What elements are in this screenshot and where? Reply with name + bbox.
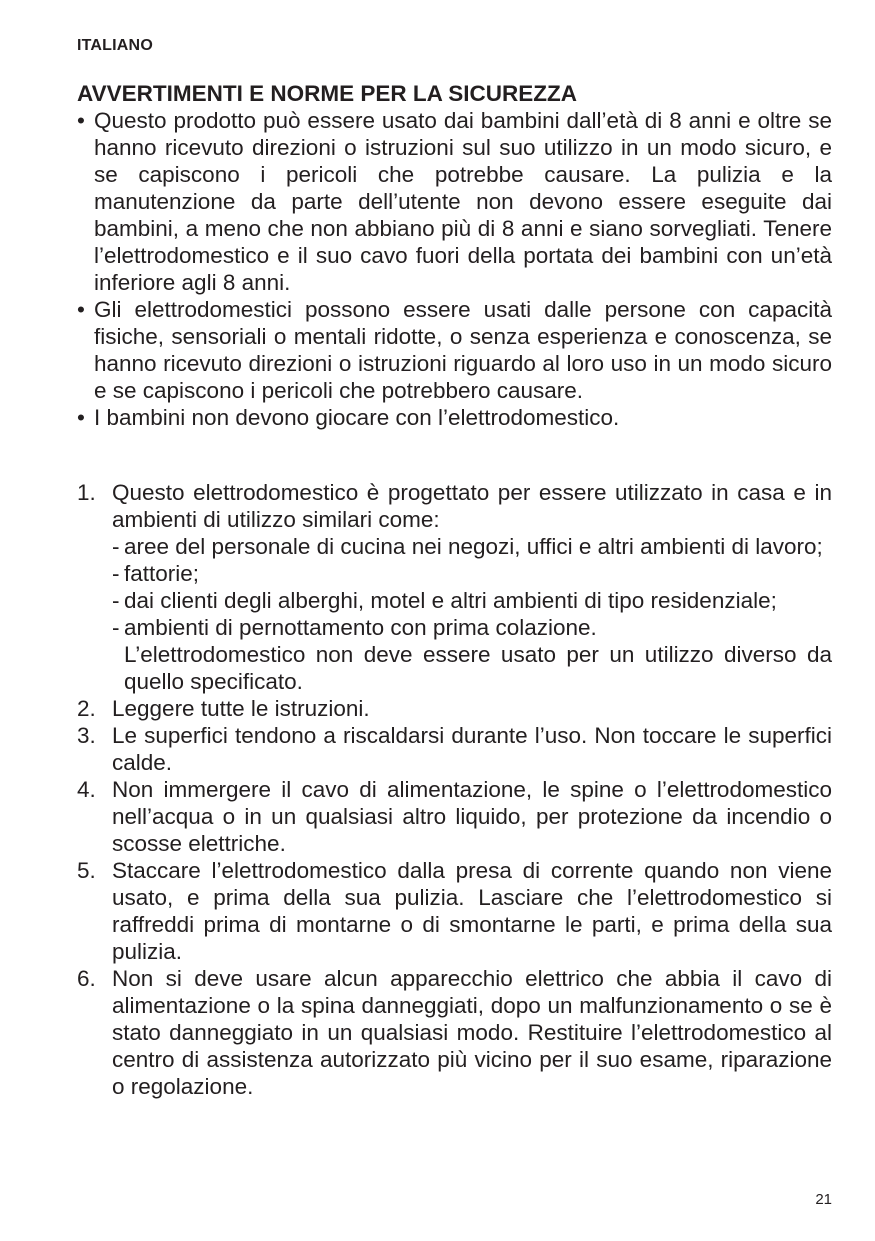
- instruction-item: [77, 695, 832, 722]
- sub-list: [112, 533, 832, 641]
- sub-item-text: ambienti di pernottamento con prima colazione.: [124, 615, 597, 640]
- section-title: AVVERTIMENTI E NORME PER LA SICUREZZA: [77, 81, 578, 106]
- bullet-mark: •: [77, 405, 85, 430]
- dash-mark: -: [112, 588, 120, 613]
- sub-item: [112, 587, 832, 614]
- bullet-item: [77, 296, 832, 404]
- sub-item-text: aree del personale di cucina nei negozi, uffici e altri ambienti di lavoro;: [124, 534, 823, 559]
- dash-mark: -: [112, 534, 120, 559]
- instructions-list: [77, 479, 832, 1100]
- item-number: 1.: [77, 480, 96, 505]
- instruction-item: [77, 776, 832, 857]
- bullet-text: I bambini non devono giocare con l’elettrodomestico.: [94, 405, 620, 430]
- page-number: 21: [815, 1191, 832, 1208]
- bullet-item: [77, 107, 832, 296]
- safety-bullet-list: [77, 107, 832, 431]
- page-content: [77, 80, 832, 1100]
- sub-item: [112, 533, 832, 560]
- item-text: Le superfici tendono a riscaldarsi durante l’uso. Non toccare le superfici calde.: [112, 723, 832, 775]
- sub-item-text: fattorie;: [124, 561, 200, 586]
- bullet-mark: •: [77, 297, 85, 322]
- item-number: 2.: [77, 696, 96, 721]
- item-number: 3.: [77, 723, 96, 748]
- instruction-item: [77, 479, 832, 695]
- bullet-mark: •: [77, 108, 85, 133]
- dash-mark: -: [112, 561, 120, 586]
- usage-note: L’elettrodomestico non deve essere usato per un utilizzo diverso da quello specificato.: [124, 642, 832, 694]
- language-label: ITALIANO: [77, 37, 153, 54]
- dash-mark: -: [112, 615, 120, 640]
- item-text: Questo elettrodomestico è progettato per essere utilizzato in casa e in ambienti di utilizzo similari come:: [112, 480, 832, 532]
- sub-item: [112, 560, 832, 587]
- instruction-item: [77, 857, 832, 965]
- item-number: 4.: [77, 777, 96, 802]
- item-text: Non si deve usare alcun apparecchio elettrico che abbia il cavo di alimentazione o la spina danneggiati, dopo un malfunzionamento o se è stato danneggiato in un qualsiasi modo. Restituire l’elettrodomestico al centro di assistenza autorizzato più vicino per il suo esame, riparazione o regolazione.: [112, 966, 832, 1099]
- bullet-text: Questo prodotto può essere usato dai bambini dall’età di 8 anni e oltre se hanno ricevuto direzioni o istruzioni sul suo utilizzo in un modo sicuro, e se capiscono i pericoli che potrebbe causare. La pulizia e la manutenzione da parte dell’utente non devono essere eseguite dai bambini, a meno che non abbiano più di 8 anni e siano sorvegliati. Tenere l’elettrodomestico e il suo cavo fuori della portata dei bambini con un’età inferiore agli 8 anni.: [94, 108, 832, 295]
- item-text: Staccare l’elettrodomestico dalla presa di corrente quando non viene usato, e prima della sua pulizia. Lasciare che l’elettrodomestico si raffreddi prima di montarne o di smontarne le parti, e prima della sua pulizia.: [112, 858, 832, 964]
- bullet-item: [77, 404, 832, 431]
- sub-item: [112, 614, 832, 641]
- instruction-item: [77, 965, 832, 1100]
- sub-item-text: dai clienti degli alberghi, motel e altri ambienti di tipo residenziale;: [124, 588, 777, 613]
- bullet-text: Gli elettrodomestici possono essere usati dalle persone con capacità fisiche, sensoriali o mentali ridotte, o senza esperienza e conoscenza, se hanno ricevuto direzioni o istruzioni riguardo al loro uso in un modo sicuro e se capiscono i pericoli che potrebbero causare.: [94, 297, 832, 403]
- instruction-item: [77, 722, 832, 776]
- item-text: Leggere tutte le istruzioni.: [112, 696, 370, 721]
- item-text: Non immergere il cavo di alimentazione, le spine o l’elettrodomestico nell’acqua o in un qualsiasi altro liquido, per protezione da incendio o scosse elettriche.: [112, 777, 832, 856]
- item-number: 5.: [77, 858, 96, 883]
- item-number: 6.: [77, 966, 96, 991]
